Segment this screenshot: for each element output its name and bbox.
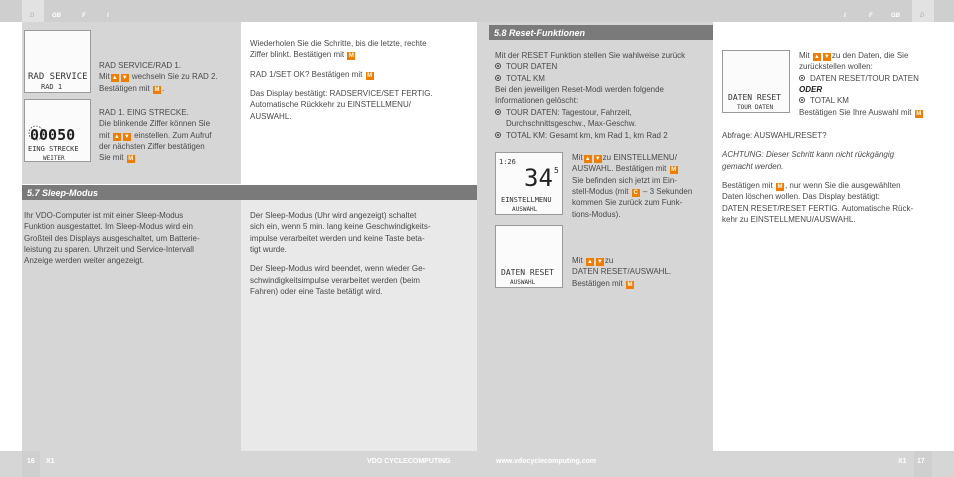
bullet-icon xyxy=(495,63,501,69)
lcd-einstellmenu-graphic xyxy=(496,153,564,216)
lang-box-left-d: D xyxy=(22,0,44,22)
up-arrow-icon: ▲ xyxy=(813,54,820,60)
section-heading-sleep-modus: 5.7 Sleep-Modus xyxy=(22,185,477,200)
up-arrow-icon: ▲ xyxy=(113,133,120,140)
model-right: X1 xyxy=(898,458,907,465)
lcd-line-2: EINSTELLMENU xyxy=(501,196,552,204)
warning-line-2: gemacht werden. xyxy=(722,161,784,171)
lcd-einstellmenu xyxy=(495,152,563,215)
lcd-rad-service xyxy=(24,30,91,93)
oder-label: ODER xyxy=(799,85,823,95)
lcd-rad-service-graphic xyxy=(25,31,92,94)
text-eing-strecke: RAD 1. EING STRECKE. Die blinkende Ziffer können Sie mit ▲ ▼ einstellen. Zum Aufruf der nächsten Ziffer bestätigen Sie mit M xyxy=(99,108,212,163)
lcd-eing-strecke xyxy=(24,99,91,162)
bullet-icon xyxy=(799,75,805,81)
up-arrow-icon: ▲ xyxy=(584,156,591,162)
bullet-icon xyxy=(495,109,501,115)
lang-gb-right: GB xyxy=(891,13,900,19)
down-arrow-icon: ▼ xyxy=(123,133,130,140)
lcd-line-3: AUSWAHL xyxy=(512,206,538,213)
url-footer: www.vdocyclecomputing.com xyxy=(496,458,597,465)
brand-footer: VDO CYCLECOMPUTING xyxy=(367,458,451,465)
down-arrow-icon: ▼ xyxy=(594,156,601,162)
lcd-line-2: EING STRECKE xyxy=(28,145,79,153)
lcd-tour-daten-graphic xyxy=(723,51,791,114)
c-button-icon: C xyxy=(633,190,638,197)
text-reset-step1: Mit ▲ ▼ zu EINSTELLMENU/ AUSWAHL. Bestätigen mit M Sie befinden sich jetzt im Ein- stell-Modus (mit C – 3 Sekunden kommen Sie zurück zum Funk- tions-Modus). xyxy=(572,153,693,219)
page-number-left: 16 xyxy=(27,458,35,465)
lcd-line-1: DATEN RESET xyxy=(728,93,781,102)
bullet-icon xyxy=(495,75,501,81)
lcd-speed-decimal: 5 xyxy=(554,166,559,175)
m-button-icon: M xyxy=(916,110,922,117)
lang-gb-left: GB xyxy=(52,13,61,19)
lcd-line-1: RAD SERVICE xyxy=(28,72,88,82)
lang-f-left: F xyxy=(82,13,86,19)
text-reset-intro: Mit der RESET Funktion stellen Sie wahlweise zurück TOUR DATEN TOTAL KM Bei den jeweiligen Reset-Modi werden folgende Informationen gelöscht: TOUR DATEN: Tagestour, Fahrzeit, Durchschnittsgeschw., Max-Geschw. TOTAL KM: Gesamt km, km Rad 1, km Rad 2 xyxy=(495,51,686,140)
text-sleep-intro: Ihr VDO-Computer ist mit einer Sleep-Modus Funktion ausgestattet. Im Sleep-Modus wird ein Großteil des Displays ausgeschaltet, um Batterie- leistung zu sparen. Uhrzeit und Service-Intervall Anzeige werden weiter angezeigt. xyxy=(24,211,200,266)
lcd-line-1: DATEN RESET xyxy=(501,268,554,277)
m-button-icon: M xyxy=(154,86,160,93)
lcd-tour-daten xyxy=(722,50,790,113)
m-button-icon: M xyxy=(367,72,373,79)
bullet-icon xyxy=(495,132,501,138)
m-button-icon: M xyxy=(671,167,677,174)
lcd-line-2: AUSWAHL xyxy=(510,279,536,286)
m-button-icon: M xyxy=(627,281,633,288)
text-reset-select: Mit ▲ ▼ zu den Daten, die Sie zurückstellen wollen: DATEN RESET/TOUR DATEN ODER TOTAL KM Bestätigen Sie Ihre Auswahl mit M xyxy=(799,50,924,118)
up-arrow-icon: ▲ xyxy=(586,259,593,265)
lang-i-left: I xyxy=(107,13,109,19)
text-rad-service: RAD SERVICE/RAD 1. Mit ▲ ▼ wechseln Sie zu RAD 2. Bestätigen mit M . xyxy=(99,61,218,93)
lcd-speed: 34 xyxy=(524,164,553,192)
section-heading-reset: 5.8 Reset-Funktionen xyxy=(489,25,713,40)
model-left: X1 xyxy=(46,458,55,465)
lcd-line-3: WEITER xyxy=(43,155,65,162)
bullet-icon xyxy=(799,97,805,103)
lcd-line-2: RAD 1 xyxy=(41,83,63,91)
lang-box-right-d: D xyxy=(912,0,934,22)
down-arrow-icon: ▼ xyxy=(823,54,830,60)
top-language-bar xyxy=(0,0,954,22)
down-arrow-icon: ▼ xyxy=(121,75,128,82)
lcd-digits: 00050 xyxy=(30,126,76,144)
lang-i-right: I xyxy=(844,13,846,19)
m-button-icon: M xyxy=(128,156,134,163)
page-number-right: 17 xyxy=(917,458,925,465)
warning-line-1: ACHTUNG: Dieser Schritt kann nicht rückgängig xyxy=(722,150,895,160)
lcd-eing-strecke-graphic xyxy=(25,100,92,163)
lcd-daten-reset xyxy=(495,225,563,288)
lang-f-right: F xyxy=(869,13,873,19)
lcd-line-2: TOUR DATEN xyxy=(737,104,774,111)
text-repeat-steps: Wiederholen Sie die Schritte, bis die letzte, rechte Ziffer blinkt. Bestätigen mit M RAD 1/SET OK? Bestätigen mit M Das Display bestätigt: RADSERVICE/SET FERTIG. Automatische Rückkehr zu EINSTELLMENU/ AUSWAHL. xyxy=(250,39,433,121)
lcd-time: 1:26 xyxy=(499,158,516,166)
text-reset-query: Abfrage: AUSWAHL/RESET? ACHTUNG: Dieser Schritt kann nicht rückgängig gemacht werden. Bestätigen mit M , nur wenn Sie die ausgewählten Daten löschen wollen. Das Display bestätigt: DATEN RESET/RESET FERTIG. Automatische Rück- kehr zu EINSTELLMENU/AUSWAHL. xyxy=(722,131,914,225)
text-reset-step2: Mit ▲ ▼ zu DATEN RESET/AUSWAHL. Bestätigen mit M xyxy=(572,256,672,288)
footer-bar xyxy=(0,451,954,477)
down-arrow-icon: ▼ xyxy=(596,259,603,265)
lcd-daten-reset-graphic xyxy=(496,226,564,289)
up-arrow-icon: ▲ xyxy=(111,75,118,82)
m-button-icon: M xyxy=(348,53,354,60)
text-sleep-details: Der Sleep-Modus (Uhr wird angezeigt) schaltet sich ein, wenn 5 min. lang keine Geschwindigkeits- impulse verarbeitet werden und keine Taste beta- tigt wurde. Der Sleep-Modus wird beendet, wenn wieder Ge- schwindigkeitsimpulse verarbeitet werden (beim Fahren) oder eine Taste betätigt wird. xyxy=(250,211,431,297)
m-button-icon: M xyxy=(777,184,783,191)
